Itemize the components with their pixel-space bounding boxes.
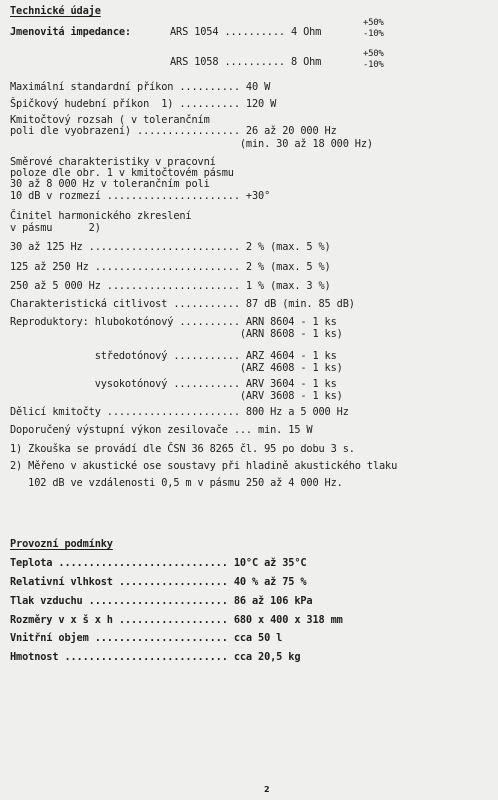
spec-line: poloze dle obr. 1 v kmitočtovém pásmu (10, 167, 234, 179)
tolerance-plus-1: +50% (363, 18, 384, 28)
spec-line: 30 až 8 000 Hz v tolerančním poli (10, 178, 210, 190)
tolerance-plus-2: +50% (363, 49, 384, 59)
spec-line: Maximální standardní příkon .......... 40 W (10, 81, 271, 93)
spec-line: poli dle vyobrazení) ................. 26 až 20 000 Hz (10, 125, 337, 137)
spec-line: (min. 30 až 18 000 Hz) (10, 138, 373, 150)
spec-line: 125 až 250 Hz ........................ 2 % (max. 5 %) (10, 261, 331, 273)
spec-line: v pásmu 2) (10, 222, 101, 234)
operating-line: Tlak vzduchu ....................... 86 až 106 kPa (10, 595, 313, 607)
operating-line: Rozměry v x š x h .................. 680 x 400 x 318 mm (10, 614, 343, 626)
spec-line: 10 dB v rozmezí ...................... +30° (10, 190, 271, 202)
operating-line: Hmotnost ........................... cca 20,5 kg (10, 651, 301, 663)
operating-heading: Provozní podmínky (10, 538, 113, 550)
impedance-label: Jmenovitá impedance: (10, 26, 131, 38)
spec-line: Špičkový hudební příkon 1) .......... 120 W (10, 98, 277, 110)
spec-line: Směrové charakteristiky v pracovní (10, 156, 216, 168)
footnote: 2) Měřeno v akustické ose soustavy při hladině akustického tlaku (10, 460, 398, 472)
spec-line: (ARZ 4608 - 1 ks) (10, 362, 343, 374)
spec-line: Dělicí kmitočty ...................... 800 Hz a 5 000 Hz (10, 406, 349, 418)
spec-line: Činitel harmonického zkreslení (10, 210, 192, 222)
operating-line: Teplota ............................ 10°C až 35°C (10, 557, 307, 569)
spec-line: (ARN 8608 - 1 ks) (10, 328, 343, 340)
spec-line: vysokotónový ........... ARV 3604 - 1 ks (10, 378, 337, 390)
operating-line: Vnitřní objem ...................... cca 50 l (10, 632, 283, 644)
tolerance-minus-1: -10% (363, 29, 384, 39)
technical-heading: Technické údaje (10, 5, 101, 17)
spec-line: Charakteristická citlivost ........... 87 dB (min. 85 dB) (10, 298, 355, 310)
spec-line: Kmitočtový rozsah ( v tolerančním (10, 114, 210, 126)
page-number: 2 (264, 785, 270, 794)
spec-line: Reproduktory: hlubokotónový .......... ARN 8604 - 1 ks (10, 316, 337, 328)
impedance-row-ars1058: ARS 1058 .......... 8 Ohm (170, 56, 322, 68)
impedance-row-ars1054: ARS 1054 .......... 4 Ohm (170, 26, 322, 38)
spec-line: (ARV 3608 - 1 ks) (10, 390, 343, 402)
footnote: 102 dB ve vzdálenosti 0,5 m v pásmu 250 až 4 000 Hz. (10, 477, 343, 489)
spec-line: Doporučený výstupní výkon zesilovače ... min. 15 W (10, 424, 313, 436)
spec-line: 250 až 5 000 Hz ...................... 1 % (max. 3 %) (10, 280, 331, 292)
footnote: 1) Zkouška se provádí dle ČSN 36 8265 čl. 95 po dobu 3 s. (10, 443, 355, 455)
spec-line: 30 až 125 Hz ......................... 2 % (max. 5 %) (10, 241, 331, 253)
tolerance-minus-2: -10% (363, 60, 384, 70)
spec-line: středotónový ........... ARZ 4604 - 1 ks (10, 350, 337, 362)
operating-line: Relativní vlhkost .................. 40 % až 75 % (10, 576, 307, 588)
